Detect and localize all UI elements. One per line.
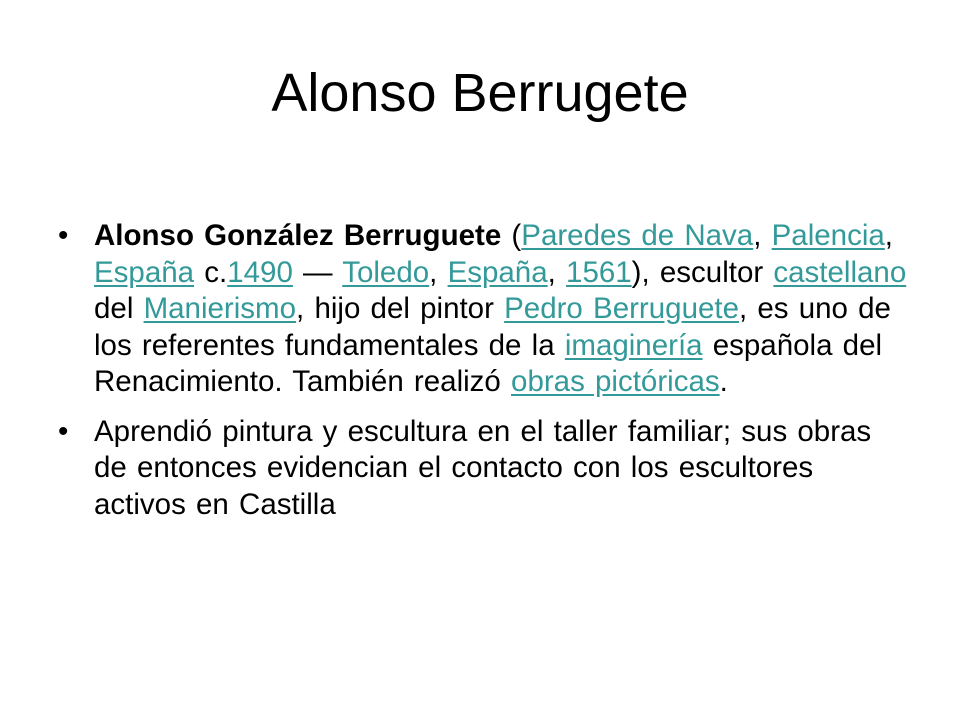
text-segment: , [429, 255, 448, 289]
text-segment: , [547, 255, 567, 289]
text-segment: ), escultor [631, 255, 774, 289]
link-palencia[interactable]: Palencia [771, 219, 885, 252]
bullet-list [58, 218, 908, 523]
link-pedro-berruguete[interactable]: Pedro Berruguete [504, 292, 739, 325]
training-text: Aprendió pintura y escultura en el taller familiar; sus obras de entonces evidencian el contacto con los escultores activos en Castilla [94, 414, 872, 521]
slide-title: Alonso Berrugete [271, 63, 689, 123]
link-paredes-de-nava[interactable]: Paredes de Nava [521, 219, 754, 252]
text-segment: , [753, 219, 772, 252]
text-segment: , hijo del pintor [296, 292, 505, 325]
link-castellano[interactable]: castellano [773, 255, 907, 289]
bullet-marker: • [58, 414, 69, 448]
link-espana[interactable]: España [94, 255, 195, 289]
bullet-item-biography [58, 218, 908, 401]
link-1561[interactable]: 1561 [566, 255, 632, 289]
bullet-marker: • [58, 219, 69, 252]
text-segment: española del Renacimiento. También realizó [94, 328, 883, 398]
text-segment: — [292, 255, 343, 289]
link-obras-pictoricas[interactable]: obras pictóricas [511, 365, 720, 398]
text-segment: , [884, 219, 893, 252]
text-segment: , es uno de los referentes fundamentales de la [94, 292, 891, 362]
text-segment: . [719, 365, 728, 398]
link-toledo[interactable]: Toledo [342, 255, 430, 289]
text-segment: del [94, 292, 144, 325]
text-segment: ( [501, 219, 522, 252]
text-segment: c. [194, 255, 228, 289]
link-manierismo[interactable]: Manierismo [143, 292, 297, 325]
link-imagineria[interactable]: imaginería [564, 328, 703, 362]
artist-full-name: Alonso González Berruguete [94, 219, 502, 252]
link-espana-2[interactable]: España [447, 255, 548, 289]
link-1490[interactable]: 1490 [227, 255, 293, 289]
bullet-item-training [58, 414, 908, 524]
